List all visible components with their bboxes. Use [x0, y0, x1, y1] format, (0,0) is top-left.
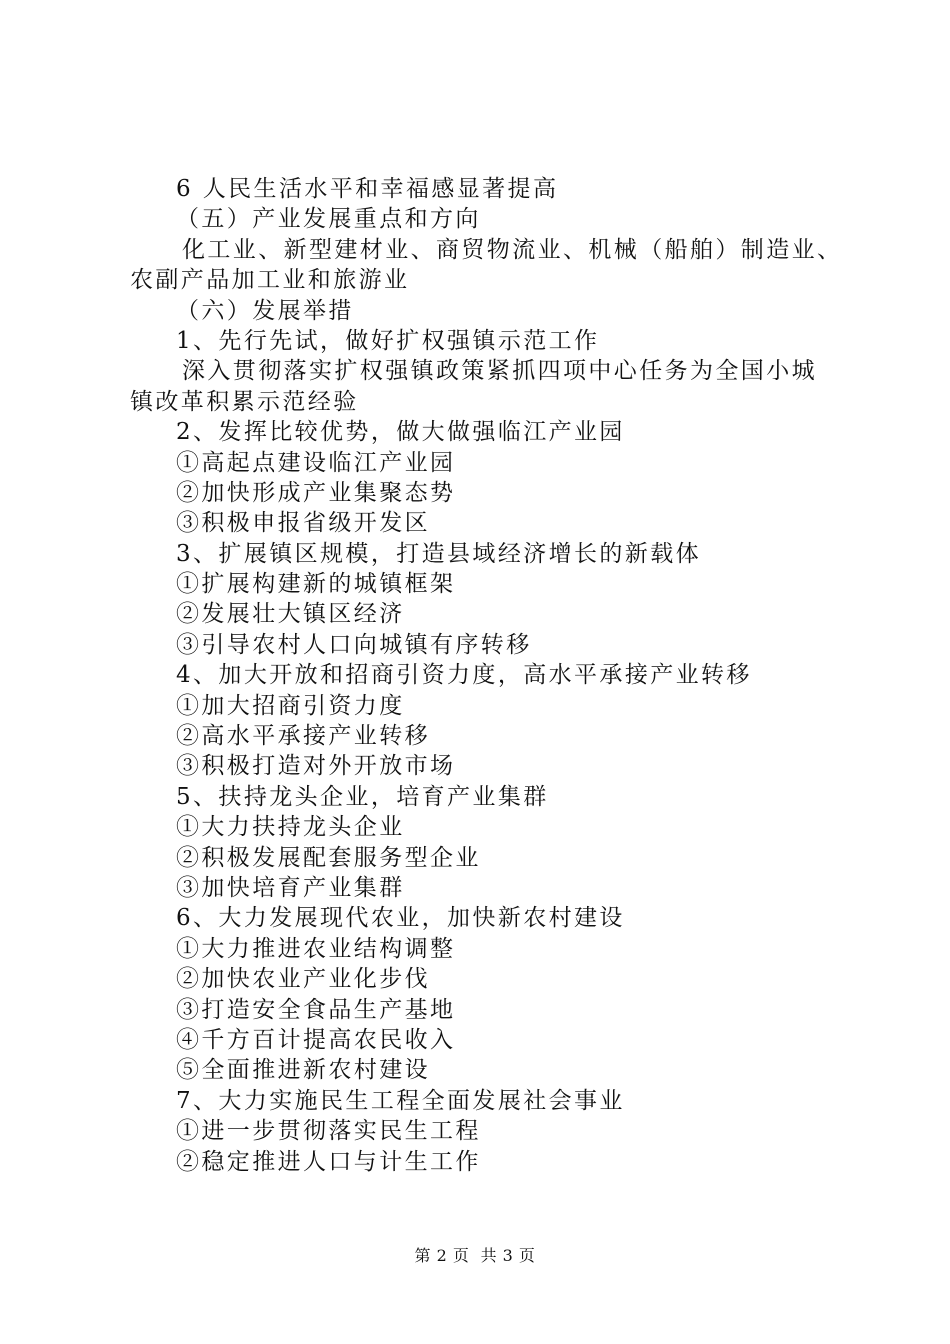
list-item: ②发展壮大镇区经济 [176, 601, 405, 628]
text-line: 镇改革积累示范经验 [130, 388, 359, 415]
list-item: ③积极打造对外开放市场 [176, 753, 456, 780]
text-line: 6 人民生活水平和幸福感显著提高 [176, 176, 559, 202]
list-item: ②加快农业产业化步伐 [176, 966, 430, 993]
item-heading: 5、扶持龙头企业，培育产业集群 [176, 783, 549, 810]
list-item: ③积极申报省级开发区 [176, 510, 430, 537]
document-body [130, 174, 860, 1177]
item-heading: 2、发挥比较优势，做大做强临江产业园 [176, 419, 625, 446]
list-item: ②加快形成产业集聚态势 [176, 479, 456, 506]
section-heading: （五）产业发展重点和方向 [176, 206, 481, 233]
list-item: ⑤全面推进新农村建设 [176, 1057, 430, 1084]
list-item: ①扩展构建新的城镇框架 [176, 571, 456, 598]
list-item: ③打造安全食品生产基地 [176, 996, 456, 1023]
list-item: ③加快培育产业集群 [176, 874, 405, 901]
list-item: ①加大招商引资力度 [176, 692, 405, 719]
list-item: ②高水平承接产业转移 [176, 723, 430, 750]
list-item: ①高起点建设临江产业园 [176, 449, 456, 476]
item-heading: 1、先行先试，做好扩权强镇示范工作 [176, 327, 600, 354]
list-item: ①大力推进农业结构调整 [176, 935, 456, 962]
item-heading: 3、扩展镇区规模，打造县域经济增长的新载体 [176, 540, 702, 567]
item-heading: 4、加大开放和招商引资力度，高水平承接产业转移 [176, 662, 752, 689]
item-heading: 6、大力发展现代农业，加快新农村建设 [176, 905, 625, 932]
item-heading: 7、大力实施民生工程全面发展社会事业 [176, 1087, 625, 1114]
list-item: ①大力扶持龙头企业 [176, 814, 405, 841]
list-item: ①进一步贯彻落实民生工程 [176, 1118, 481, 1145]
list-item: ④千方百计提高农民收入 [176, 1026, 456, 1053]
page-number-footer: 第 2 页 共 3 页 [414, 1246, 536, 1265]
text-line: 深入贯彻落实扩权强镇政策紧抓四项中心任务为全国小城 [182, 358, 817, 385]
text-line: 农副产品加工业和旅游业 [130, 267, 410, 294]
list-item: ②稳定推进人口与计生工作 [176, 1148, 481, 1175]
list-item: ③引导农村人口向城镇有序转移 [176, 631, 532, 658]
text-line: 化工业、新型建材业、商贸物流业、机械（船舶）制造业、 [182, 236, 843, 263]
section-heading: （六）发展举措 [176, 297, 354, 324]
list-item: ②积极发展配套服务型企业 [176, 844, 481, 871]
